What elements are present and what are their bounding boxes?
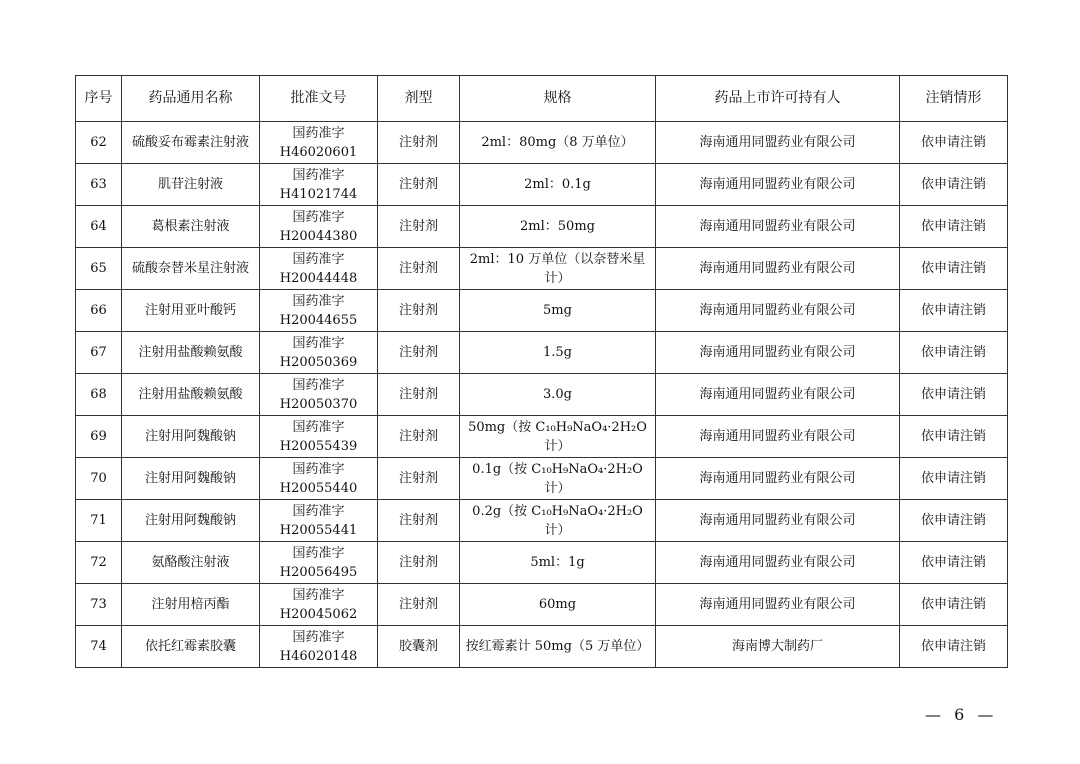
cell-specification-line: 2ml：10 万单位（以奈替米星 [469, 251, 646, 267]
cell-dosage-form: 注射剂 [378, 374, 460, 416]
cell-approval-number-line: H20044380 [279, 228, 358, 244]
cell-approval-number-line: H46020148 [279, 648, 358, 664]
cell-specification [460, 248, 656, 290]
cell-dosage-form: 注射剂 [378, 164, 460, 206]
cell-serial-number: 72 [76, 542, 122, 584]
cell-drug-name: 注射用盐酸赖氨酸 [122, 374, 260, 416]
cell-approval-number [260, 416, 378, 458]
cell-serial-number: 65 [76, 248, 122, 290]
cell-approval-number-line: 国药准字 [292, 587, 345, 603]
cell-cancellation-status: 依申请注销 [900, 164, 1008, 206]
cell-specification [460, 332, 656, 374]
cell-drug-name: 注射用阿魏酸钠 [122, 458, 260, 500]
cell-drug-name: 肌苷注射液 [122, 164, 260, 206]
cell-approval-number [260, 458, 378, 500]
header-specification: 规格 [460, 76, 656, 122]
cell-drug-name: 注射用棓丙酯 [122, 584, 260, 626]
cell-approval-number-line: 国药准字 [292, 125, 345, 141]
cell-specification [460, 290, 656, 332]
cell-license-holder: 海南通用同盟药业有限公司 [656, 584, 900, 626]
cell-serial-number: 63 [76, 164, 122, 206]
cell-specification-line: 0.1g（按 C₁₀H₉NaO₄·2H₂O 计） [472, 461, 643, 496]
cell-specification-line: 2ml：0.1g [524, 177, 591, 192]
cell-specification-line: 计） [544, 270, 571, 286]
cell-approval-number [260, 122, 378, 164]
cell-specification [460, 206, 656, 248]
cell-specification [460, 458, 656, 500]
cell-serial-number: 66 [76, 290, 122, 332]
table-row [76, 206, 1008, 248]
cell-approval-number-line: 国药准字 [292, 377, 345, 393]
cell-dosage-form: 注射剂 [378, 416, 460, 458]
cell-specification-line: 5ml：1g [530, 555, 585, 570]
cell-dosage-form: 注射剂 [378, 458, 460, 500]
cell-license-holder: 海南通用同盟药业有限公司 [656, 248, 900, 290]
cell-specification-line: 50mg（按 C₁₀H₉NaO₄·2H₂O [468, 419, 647, 435]
cell-approval-number-line: 国药准字 [292, 335, 345, 351]
table-row [76, 584, 1008, 626]
cell-specification-line: 按红霉素计 50mg（5 万单位） [465, 639, 650, 654]
cell-drug-name: 注射用盐酸赖氨酸 [122, 332, 260, 374]
cell-serial-number: 68 [76, 374, 122, 416]
cell-specification [460, 542, 656, 584]
cell-specification-line: 0.2g（按 C₁₀H₉NaO₄·2H₂O 计） [472, 503, 643, 538]
cell-approval-number-line: H20050369 [279, 354, 358, 370]
cell-specification [460, 626, 656, 668]
cell-cancellation-status: 依申请注销 [900, 500, 1008, 542]
cell-license-holder: 海南通用同盟药业有限公司 [656, 290, 900, 332]
cell-specification-line: 1.5g [543, 345, 572, 360]
cell-cancellation-status: 依申请注销 [900, 458, 1008, 500]
table-row [76, 248, 1008, 290]
table-header-row [76, 76, 1008, 122]
cell-specification-line: 计） [544, 438, 571, 454]
cell-drug-name: 氨酪酸注射液 [122, 542, 260, 584]
table-row [76, 290, 1008, 332]
cell-license-holder: 海南通用同盟药业有限公司 [656, 374, 900, 416]
header-dosage-form: 剂型 [378, 76, 460, 122]
cell-license-holder: 海南通用同盟药业有限公司 [656, 122, 900, 164]
cell-drug-name: 注射用阿魏酸钠 [122, 416, 260, 458]
cell-approval-number-line: 国药准字 [292, 461, 345, 477]
cell-cancellation-status: 依申请注销 [900, 248, 1008, 290]
cell-specification [460, 584, 656, 626]
cell-serial-number: 73 [76, 584, 122, 626]
cell-approval-number [260, 164, 378, 206]
cell-license-holder: 海南通用同盟药业有限公司 [656, 332, 900, 374]
table-row [76, 542, 1008, 584]
cell-drug-name: 葛根素注射液 [122, 206, 260, 248]
cell-specification-line: 2ml：50mg [520, 219, 595, 234]
header-serial-number: 序号 [76, 76, 122, 122]
cell-specification-line: 5mg [543, 303, 572, 318]
cell-serial-number: 62 [76, 122, 122, 164]
table-row [76, 332, 1008, 374]
table-row [76, 374, 1008, 416]
cell-approval-number [260, 248, 378, 290]
cell-dosage-form: 注射剂 [378, 206, 460, 248]
cell-dosage-form: 注射剂 [378, 332, 460, 374]
cell-approval-number-line: 国药准字 [292, 545, 345, 561]
cell-cancellation-status: 依申请注销 [900, 626, 1008, 668]
cell-license-holder: 海南通用同盟药业有限公司 [656, 206, 900, 248]
cell-approval-number [260, 290, 378, 332]
cell-license-holder: 海南通用同盟药业有限公司 [656, 164, 900, 206]
drug-cancellation-table [75, 75, 1008, 668]
cell-specification [460, 122, 656, 164]
cell-dosage-form: 注射剂 [378, 122, 460, 164]
cell-serial-number: 67 [76, 332, 122, 374]
cell-approval-number-line: 国药准字 [292, 167, 345, 183]
header-drug-generic-name: 药品通用名称 [122, 76, 260, 122]
cell-specification [460, 500, 656, 542]
cell-approval-number-line: H20045062 [279, 606, 358, 622]
cell-approval-number [260, 374, 378, 416]
cell-dosage-form: 注射剂 [378, 290, 460, 332]
table-row [76, 164, 1008, 206]
header-approval-number: 批准文号 [260, 76, 378, 122]
table-row [76, 416, 1008, 458]
cell-drug-name: 注射用阿魏酸钠 [122, 500, 260, 542]
cell-approval-number [260, 206, 378, 248]
cell-approval-number [260, 332, 378, 374]
cell-approval-number-line: 国药准字 [292, 209, 345, 225]
cell-serial-number: 64 [76, 206, 122, 248]
cell-specification-line: 2ml：80mg（8 万单位） [481, 135, 634, 150]
cell-approval-number-line: 国药准字 [292, 503, 345, 519]
cell-drug-name: 硫酸妥布霉素注射液 [122, 122, 260, 164]
cell-cancellation-status: 依申请注销 [900, 416, 1008, 458]
cell-cancellation-status: 依申请注销 [900, 542, 1008, 584]
cell-specification [460, 374, 656, 416]
cell-approval-number-line: H41021744 [279, 186, 358, 202]
page-number: — 6 — [925, 705, 998, 724]
cell-approval-number-line: H20056495 [279, 564, 358, 580]
cell-approval-number [260, 500, 378, 542]
cell-dosage-form: 注射剂 [378, 542, 460, 584]
cell-cancellation-status: 依申请注销 [900, 122, 1008, 164]
cell-approval-number-line: 国药准字 [292, 419, 345, 435]
cell-approval-number-line: H46020601 [279, 144, 358, 160]
table-row [76, 500, 1008, 542]
cell-serial-number: 69 [76, 416, 122, 458]
cell-approval-number-line: H20055439 [279, 438, 358, 454]
cell-approval-number-line: H20044448 [279, 270, 358, 286]
cell-drug-name: 依托红霉素胶囊 [122, 626, 260, 668]
cell-dosage-form: 注射剂 [378, 584, 460, 626]
cell-approval-number-line: 国药准字 [292, 293, 345, 309]
cell-license-holder: 海南博大制药厂 [656, 626, 900, 668]
cell-license-holder: 海南通用同盟药业有限公司 [656, 500, 900, 542]
header-cancellation-status: 注销情形 [900, 76, 1008, 122]
cell-specification [460, 164, 656, 206]
cell-drug-name: 硫酸奈替米星注射液 [122, 248, 260, 290]
cell-license-holder: 海南通用同盟药业有限公司 [656, 458, 900, 500]
cell-cancellation-status: 依申请注销 [900, 290, 1008, 332]
cell-approval-number-line: 国药准字 [292, 251, 345, 267]
cell-specification-line: 60mg [538, 597, 577, 612]
cell-specification-line: 3.0g [543, 387, 572, 402]
cell-approval-number-line: H20055441 [279, 522, 358, 538]
cell-license-holder: 海南通用同盟药业有限公司 [656, 542, 900, 584]
header-license-holder: 药品上市许可持有人 [656, 76, 900, 122]
table-row [76, 626, 1008, 668]
cell-serial-number: 71 [76, 500, 122, 542]
cell-drug-name: 注射用亚叶酸钙 [122, 290, 260, 332]
cell-approval-number [260, 542, 378, 584]
cell-approval-number [260, 584, 378, 626]
table-row [76, 458, 1008, 500]
cell-dosage-form: 注射剂 [378, 500, 460, 542]
cell-cancellation-status: 依申请注销 [900, 332, 1008, 374]
cell-dosage-form: 注射剂 [378, 248, 460, 290]
cell-cancellation-status: 依申请注销 [900, 374, 1008, 416]
cell-cancellation-status: 依申请注销 [900, 206, 1008, 248]
cell-approval-number-line: H20050370 [279, 396, 358, 412]
cell-license-holder: 海南通用同盟药业有限公司 [656, 416, 900, 458]
cell-specification [460, 416, 656, 458]
cell-approval-number-line: 国药准字 [292, 629, 345, 645]
cell-serial-number: 74 [76, 626, 122, 668]
cell-approval-number-line: H20044655 [279, 312, 358, 328]
table-row [76, 122, 1008, 164]
cell-dosage-form: 胶囊剂 [378, 626, 460, 668]
cell-cancellation-status: 依申请注销 [900, 584, 1008, 626]
cell-approval-number [260, 626, 378, 668]
cell-approval-number-line: H20055440 [279, 480, 358, 496]
cell-serial-number: 70 [76, 458, 122, 500]
